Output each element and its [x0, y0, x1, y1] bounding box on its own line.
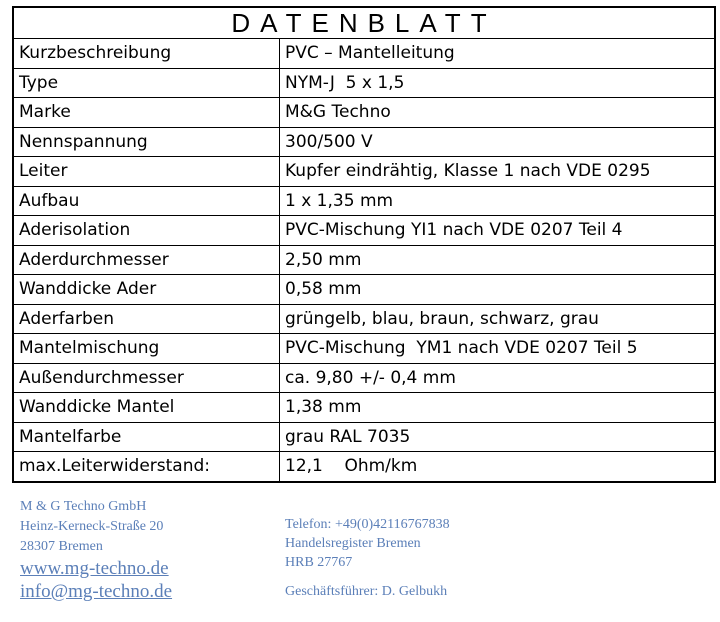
table-row — [14, 393, 714, 423]
spec-value: PVC-Mischung YI1 nach VDE 0207 Teil 4 — [280, 216, 715, 246]
table-row — [14, 363, 714, 393]
spec-value: 12,1 Ohm/km — [280, 452, 715, 481]
table-row — [14, 304, 714, 334]
spec-value: PVC – Mantelleitung — [285, 43, 455, 64]
company-street: Heinz-Kerneck-Straße 20 — [20, 519, 164, 534]
spec-value: 1 x 1,35 mm — [280, 186, 715, 216]
spec-value: PVC-Mischung YM1 nach VDE 0207 Teil 5 — [280, 334, 715, 364]
spec-label: Aderdurchmesser — [14, 245, 280, 275]
spec-value: NYM-J 5 x 1,5 — [280, 68, 715, 98]
datasheet — [12, 6, 716, 483]
table-row — [14, 157, 714, 187]
spec-value: Kupfer eindrähtig, Klasse 1 nach VDE 0295 — [280, 157, 715, 187]
company-phone: Telefon: +49(0)42116767838 — [285, 517, 450, 532]
spec-label: Kurzbeschreibung — [14, 39, 280, 68]
spec-label: Nennspannung — [14, 127, 280, 157]
footer-company-block — [20, 497, 172, 603]
spec-value: M&G Techno — [280, 98, 715, 128]
table-row — [14, 186, 714, 216]
company-manager: Geschäftsführer: D. Gelbukh — [285, 584, 448, 599]
table-row — [14, 452, 714, 481]
spec-value: grau RAL 7035 — [280, 422, 715, 452]
table-row — [14, 68, 714, 98]
spec-label: Type — [14, 68, 280, 98]
company-register: Handelsregister Bremen — [285, 536, 421, 551]
spec-label: Mantelmischung — [14, 334, 280, 364]
company-city: 28307 Bremen — [20, 539, 103, 554]
spec-label: Aderisolation — [14, 216, 280, 246]
footer-contact-block — [285, 515, 450, 601]
table-row — [14, 275, 714, 305]
datasheet-title: DATENBLATT — [14, 8, 714, 39]
spec-value: 300/500 V — [280, 127, 715, 157]
spec-value: grüngelb, blau, braun, schwarz, grau — [280, 304, 715, 334]
table-row — [14, 39, 714, 68]
company-name: M & G Techno GmbH — [20, 499, 147, 514]
spec-label: Leiter — [14, 157, 280, 187]
spec-label: Marke — [14, 98, 280, 128]
table-row — [14, 127, 714, 157]
spec-value: 2,50 mm — [280, 245, 715, 275]
website-link[interactable]: www.mg-techno.de — [20, 558, 169, 579]
company-hrb: HRB 27767 — [285, 555, 353, 570]
spec-value: 1,38 mm — [280, 393, 715, 423]
spec-label: Wanddicke Ader — [14, 275, 280, 305]
spec-table — [14, 39, 714, 481]
table-row — [14, 334, 714, 364]
spec-label: Aufbau — [14, 186, 280, 216]
table-row — [14, 422, 714, 452]
spec-label: Mantelfarbe — [14, 422, 280, 452]
table-row — [14, 216, 714, 246]
spec-value: ca. 9,80 +/- 0,4 mm — [280, 363, 715, 393]
spec-label: Außendurchmesser — [14, 363, 280, 393]
spec-label: Wanddicke Mantel — [14, 393, 280, 423]
table-row — [14, 98, 714, 128]
table-row — [14, 245, 714, 275]
spec-label: max.Leiterwiderstand: — [14, 452, 280, 481]
email-link[interactable]: info@mg-techno.de — [20, 581, 173, 602]
spec-value: 0,58 mm — [280, 275, 715, 305]
spec-label: Aderfarben — [14, 304, 280, 334]
